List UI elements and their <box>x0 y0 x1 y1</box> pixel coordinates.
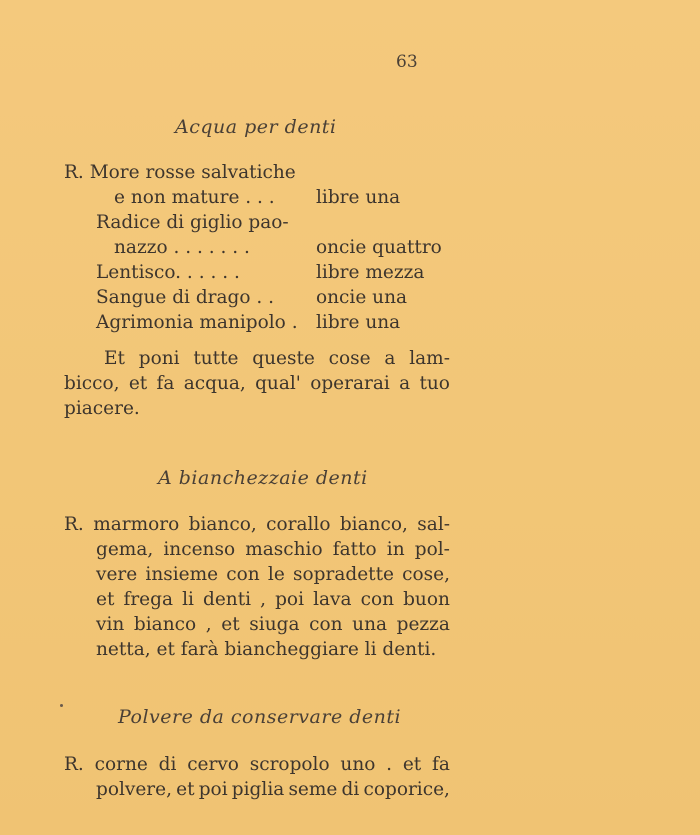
recipe-quantity: libre una <box>316 187 401 208</box>
recipe-quantity: libre mezza <box>316 262 425 283</box>
paragraph-line: et frega li denti , poi lava con buon <box>96 589 450 610</box>
section-heading-polvere: Polvere da conservare denti <box>118 706 402 728</box>
recipe-ingredient: Radice di giglio pao- <box>96 212 289 233</box>
paragraph-line: piacere. <box>64 398 140 419</box>
paragraph-acqua <box>64 346 450 421</box>
paper-speck <box>60 704 63 707</box>
paragraph-line: gema, incenso maschio fatto in pol- <box>96 539 450 560</box>
paragraph-bianchezza <box>64 512 450 662</box>
paragraph-line: bicco, et fa acqua, qual' operarai a tuo <box>64 373 450 394</box>
recipe-line <box>64 162 296 183</box>
paragraph-polvere <box>64 752 450 802</box>
recipe-ingredient: Lentisco. . . . . . <box>96 262 240 283</box>
recipe-ingredient: Agrimonia manipolo . <box>96 312 298 333</box>
recipe-line <box>96 262 240 283</box>
paragraph-line: netta, et farà biancheggiare li denti. <box>96 639 437 660</box>
paragraph-line: vin bianco , et siuga con una pezza <box>96 614 450 635</box>
recipe-line <box>114 187 275 208</box>
recipe-quantity: oncie quattro <box>316 237 442 258</box>
recipe-quantity: libre una <box>316 312 401 333</box>
section-heading-acqua: Acqua per denti <box>175 116 337 138</box>
paragraph-line: polvere, et poi piglia seme di coporice, <box>96 779 450 800</box>
paragraph-line: vere insieme con le sopradette cose, <box>96 564 450 585</box>
paragraph-line: R. corne di cervo scropolo uno . et fa <box>64 754 450 775</box>
recipe-ingredient: R. More rosse salvatiche <box>64 162 296 183</box>
recipe-line <box>114 237 250 258</box>
recipe-ingredient: e non mature . . . <box>114 187 275 208</box>
paragraph-line: Et poni tutte queste cose a lam- <box>104 348 450 369</box>
section-heading-bianchezza: A bianchezzaie denti <box>158 467 368 489</box>
recipe-ingredient: Sangue di drago . . <box>96 287 275 308</box>
paragraph-line: R. marmoro bianco, corallo bianco, sal- <box>64 514 450 535</box>
recipe-line <box>96 312 298 333</box>
page-number: 63 <box>396 52 418 72</box>
recipe-line <box>96 287 274 308</box>
recipe-quantity: oncie una <box>316 287 408 308</box>
recipe-ingredient: nazzo . . . . . . . <box>114 237 250 258</box>
recipe-line <box>96 212 289 233</box>
